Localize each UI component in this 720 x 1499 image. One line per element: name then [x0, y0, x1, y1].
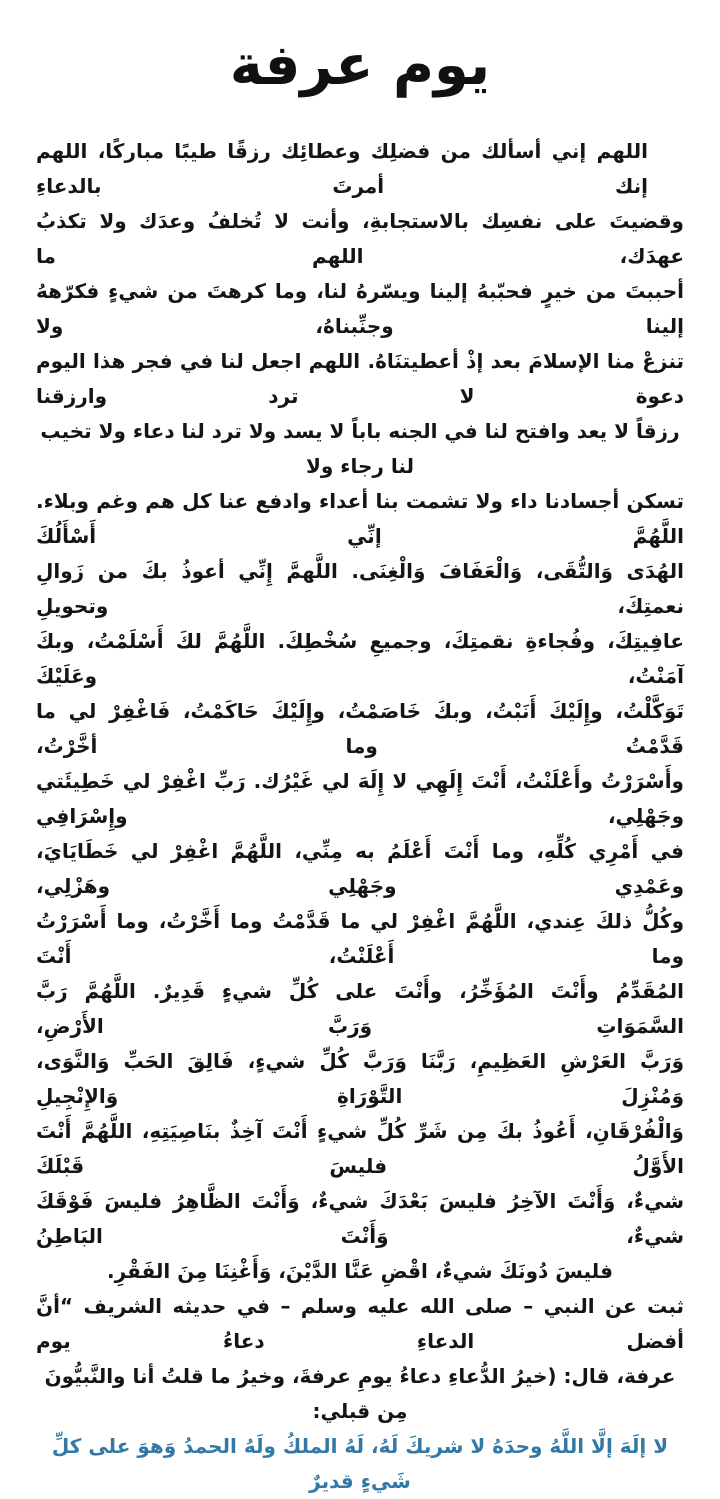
prayer-line: أحببتَ من خيرٍ فحبّبهُ إلينا ويسّرهُ لنا، وما كرهتَ من شيءٍ فكرّههُ إلينا وجنِّبناهُ، ولا — [36, 279, 684, 338]
prayer-line: عافِيتِكَ، وفُجاءةِ نقمتِكَ، وجميعِ سُخْطِكَ. اللَّهُمَّ لكَ أَسْلَمْتُ، وبكَ آمَنْتُ، وعَلَيْكَ — [36, 629, 684, 688]
prayer-line: تنزعْ منا الإسلامَ بعد إذْ أعطيتنَاهُ. اللهم اجعل لنا في فجر هذا اليوم دعوة لا ترد وارزقنا — [36, 349, 684, 408]
prayer-line: وقضيتَ على نفسِك بالاستجابةِ، وأنت لا تُخلفُ وعدَك ولا تكذبُ عهدَك، اللهم ما — [36, 209, 684, 268]
prayer-line: اللهم إني أسألك من فضلِك وعطائِك رزقًا طيبًا مباركًا، اللهم إنك أمرتَ بالدعاءِ — [36, 139, 648, 198]
prayer-line: شيءٌ، وَأَنْتَ الآخِرُ فليسَ بَعْدَكَ شيءٌ، وَأَنْتَ الظَّاهِرُ فليسَ فَوْقَكَ شيءٌ، وَأَنْتَ البَاطِنُ — [36, 1189, 684, 1248]
page-title: يوم عرفة — [229, 33, 491, 98]
hadith-line: ثبت عن النبي – صلى الله عليه وسلم – في حديثه الشريف “أنَّ أفضل الدعاءِ دعاءُ يوم — [36, 1294, 684, 1353]
prayer-line: تَوَكَّلْتُ، وإِلَيْكَ أَنَبْتُ، وبكَ خَاصَمْتُ، وإِلَيْكَ حَاكَمْتُ، فَاغْفِرْ لي ما قَدَّمْتُ وما أخَّرْتُ، — [36, 699, 684, 758]
prayer-line: رزقاً لا يعد وافتح لنا في الجنه باباً لا يسد ولا ترد لنا دعاء ولا تخيب لنا رجاء ولا — [40, 419, 680, 478]
prayer-line: في أَمْرِي كُلِّهِ، وما أَنْتَ أَعْلَمُ به مِنِّي، اللَّهُمَّ اغْفِرْ لي خَطَايَايَ، وعَمْدِي وجَهْلِي وهَزْلِي، — [36, 839, 684, 898]
hadith-note — [36, 1289, 684, 1429]
prayer-line: وأَسْرَرْتُ وأَعْلَنْتُ، أَنْتَ إِلَهِي لا إِلَهَ لي غَيْرُك. رَبِّ اغْفِرْ لي خَطِيئَتي وجَهْلِي، وإِسْرَافِي — [36, 769, 684, 828]
prayer-line: وكُلُّ ذلكَ عِندي، اللَّهُمَّ اغْفِرْ لي ما قَدَّمْتُ وما أَخَّرْتُ، وما أَسْرَرْتُ وما أَعْلَنْتُ، أَنْتَ — [36, 909, 684, 968]
prayer-line: الهُدَى وَالتُّقَى، وَالْعَفَافَ وَالْغِنَى. اللَّهمَّ إِنِّي أعوذُ بكَ من زَوالِ نعمتِكَ، وتحويلِ — [36, 559, 684, 618]
prayer-line: تسكن أجسادنا داء ولا تشمت بنا أعداء وادفع عنا كل هم وغم وبلاء. اللَّهُمَّ إنِّي أَسْأَلُكَ — [36, 489, 684, 548]
prayer-line: وَرَبَّ العَرْشِ العَظِيمِ، رَبَّنَا وَرَبَّ كُلِّ شيءٍ، فَالِقَ الحَبِّ وَالنَّوَى، وَمُنْزِلَ التَّوْرَاةِ وَالإِنْجِيلِ — [36, 1049, 684, 1108]
tahlil-line: لا إلَهَ إلَّا اللَّهُ وحدَهُ لا شريكَ لَهُ، لَهُ الملكُ ولَهُ الحمدُ وَهوَ على كلِّ شَيءٍ قديرٌ — [51, 1434, 669, 1493]
prayer-line: فليسَ دُونَكَ شيءٌ، اقْضِ عَنَّا الدَّيْنَ، وَأَغْنِنَا مِنَ الفَقْرِ. — [107, 1259, 613, 1283]
hadith-line: عرفة، قال: (خيرُ الدُّعاءِ دعاءُ يومِ عرفةَ، وخيرُ ما قلتُ أنا والنَّبيُّونَ مِن قبلي: — [44, 1364, 676, 1423]
prayer-line: المُقَدِّمُ وأَنْتَ المُؤَخِّرُ، وأَنْتَ على كُلِّ شيءٍ قَدِيرٌ. اللَّهُمَّ رَبَّ السَّمَوَاتِ وَرَبَّ الأَرْضِ، — [36, 979, 684, 1038]
prayer-body — [0, 118, 720, 1499]
prayer-line: وَالْفُرْقَانِ، أَعُوذُ بكَ مِن شَرِّ كُلِّ شيءٍ أَنْتَ آخِذٌ بنَاصِيَتِهِ، اللَّهُمَّ أَنْتَ الأَوَّلُ فليسَ قَبْلَكَ — [36, 1119, 684, 1178]
